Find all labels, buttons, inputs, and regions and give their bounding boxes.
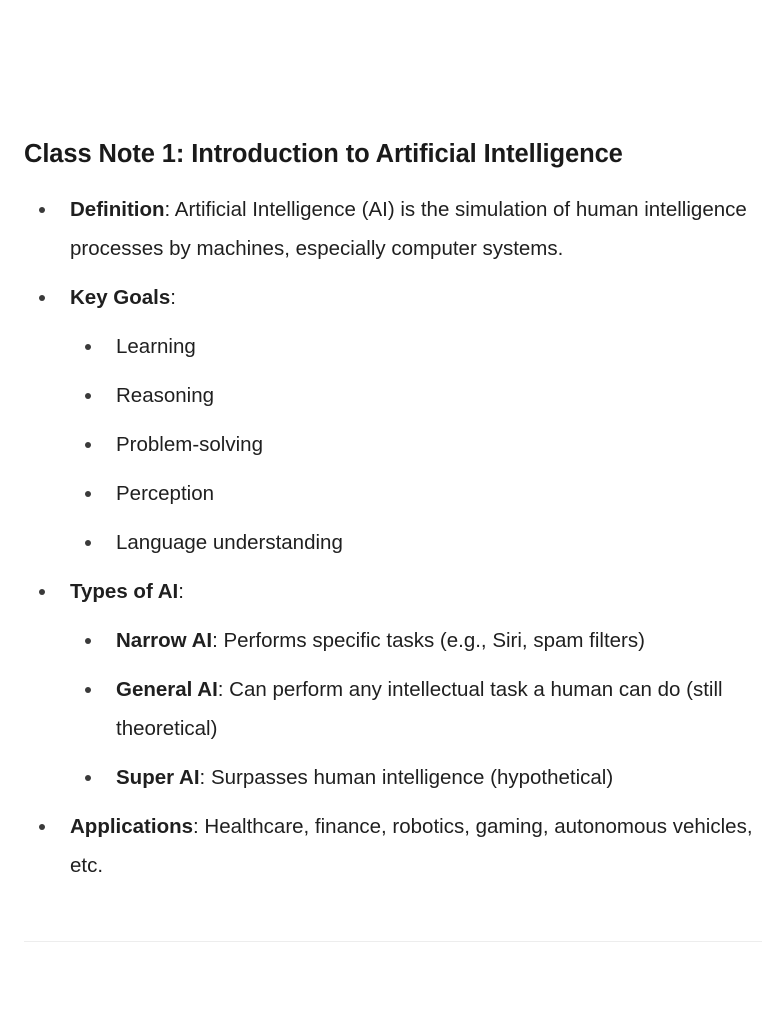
term-label: Types of AI — [70, 580, 179, 603]
key-goals-list — [70, 327, 764, 562]
term-label: General AI — [116, 678, 218, 701]
list-item — [70, 670, 764, 748]
term-label: Narrow AI — [116, 629, 213, 652]
term-label: Definition — [70, 198, 165, 221]
item-text: : Can perform any intellectual task a human can do (still theoretical) — [116, 678, 723, 740]
bullet-icon — [85, 775, 91, 781]
list-item-applications — [24, 807, 764, 885]
bullet-icon — [39, 589, 45, 595]
bullet-icon — [85, 540, 91, 546]
bullet-icon — [85, 442, 91, 448]
bullet-icon — [85, 393, 91, 399]
bullet-icon — [85, 491, 91, 497]
item-text: Problem-solving — [116, 433, 263, 456]
list-item — [70, 376, 764, 415]
list-item — [70, 621, 764, 660]
list-item — [70, 758, 764, 797]
topic-list — [24, 190, 764, 885]
bullet-icon — [39, 207, 45, 213]
item-text: Language understanding — [116, 531, 343, 554]
term-label: Super AI — [116, 766, 200, 789]
list-item — [70, 474, 764, 513]
list-item-definition — [24, 190, 764, 268]
item-text: : — [170, 286, 176, 309]
types-list — [70, 621, 764, 797]
section-divider — [24, 941, 762, 942]
item-text: Reasoning — [116, 384, 215, 407]
term-label: Applications — [70, 815, 194, 838]
item-text: : — [178, 580, 184, 603]
item-text: : Performs specific tasks (e.g., Siri, spam filters) — [212, 629, 645, 652]
list-item-types-of-ai — [24, 572, 764, 797]
item-text: Perception — [116, 482, 215, 505]
class-note — [24, 137, 764, 895]
item-text: : Healthcare, finance, robotics, gaming, autonomous vehicles, etc. — [70, 815, 753, 877]
item-text: : Surpasses human intelligence (hypothetical) — [199, 766, 614, 789]
bullet-icon — [85, 687, 91, 693]
list-item — [70, 327, 764, 366]
bullet-icon — [85, 344, 91, 350]
list-item — [70, 425, 764, 464]
term-label: Key Goals — [70, 286, 171, 309]
bullet-icon — [39, 824, 45, 830]
bullet-icon — [39, 295, 45, 301]
note-title: Class Note 1: Introduction to Artificial Intelligence — [24, 140, 623, 168]
list-item-key-goals — [24, 278, 764, 562]
item-text: Learning — [116, 335, 196, 358]
bullet-icon — [85, 638, 91, 644]
item-text: : Artificial Intelligence (AI) is the simulation of human intelligence processes by machines, especially computer systems. — [70, 198, 747, 260]
list-item — [70, 523, 764, 562]
